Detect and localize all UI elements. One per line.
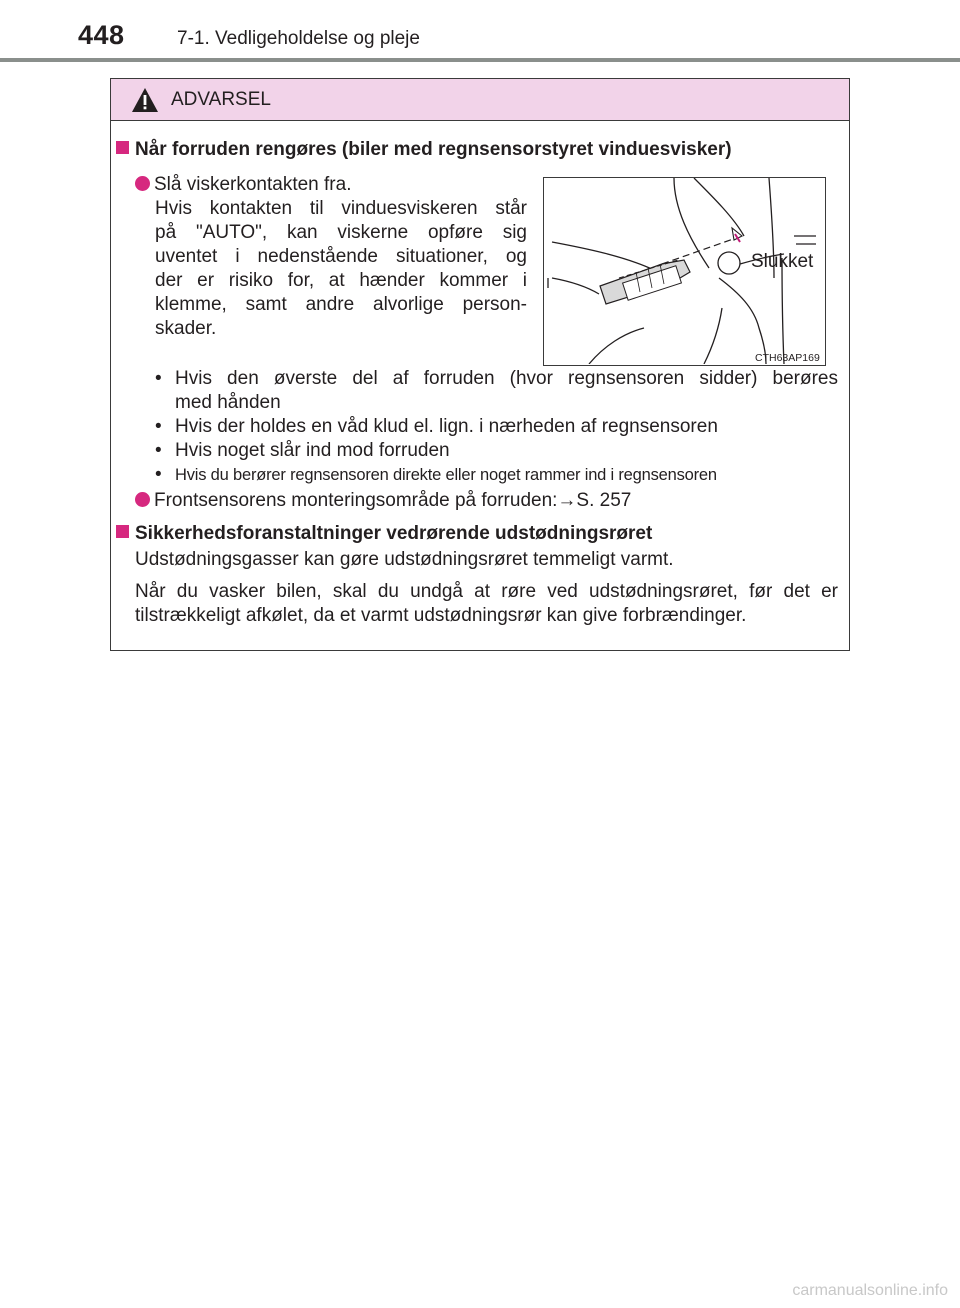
- bullet-mark: •: [155, 416, 162, 437]
- section1-item2: [135, 489, 835, 513]
- bullet-item-1: [155, 367, 838, 415]
- item1-line-7: skader.: [155, 318, 217, 339]
- section2-heading-text: Sikkerhedsforanstaltninger vedrørende udstødningsrøret: [135, 523, 653, 544]
- footer-watermark: carmanualsonline.info: [792, 1282, 948, 1299]
- bullet-3-text: Hvis noget slår ind mod forruden: [175, 440, 450, 461]
- section1-item2-text: Frontsensorens monteringsområde på forruden:→S. 257: [154, 490, 632, 511]
- section1-heading-text: Når forruden rengøres (biler med regnsensorstyret vinduesvisker): [135, 139, 732, 160]
- bullet-mark: •: [155, 440, 162, 461]
- item1-line-2: Hvis kontakten til vinduesviskeren står: [155, 198, 527, 219]
- bullet-mark: •: [155, 464, 162, 485]
- page-number: 448: [78, 20, 125, 50]
- bullet-item-3: [155, 439, 838, 463]
- item1-line-4: uventet i nedenstående situationer, og: [155, 246, 527, 267]
- dot-bullet-icon: [135, 492, 150, 507]
- item1-line-3: på "AUTO", kan viskerne opføre sig: [155, 222, 527, 243]
- item1-line-6: klemme, samt andre alvorlige person-: [155, 294, 527, 315]
- para2-line-2: tilstrækkeligt afkølet, da et varmt udstødningsrør kan give forbrændinger.: [135, 605, 747, 626]
- warning-label: ADVARSEL: [171, 89, 271, 110]
- header-rule: [0, 58, 960, 62]
- item1-line-5: der er risiko for, at hænder kommer i: [155, 270, 527, 291]
- section1-heading: [116, 138, 846, 162]
- bullet-item-2: [155, 415, 838, 439]
- bullet-4-text: Hvis du berører regnsensoren direkte eller noget rammer ind i regnsensoren: [175, 466, 717, 484]
- off-callout-label: Slukket: [751, 251, 814, 272]
- illustration-code: CTH63AP169: [755, 352, 820, 364]
- section2-para2: [135, 580, 838, 628]
- section2-para1: Udstødningsgasser kan gøre udstødningsrøret temmeligt varmt.: [135, 549, 674, 570]
- square-bullet-icon: [116, 141, 129, 154]
- section1-item1: [135, 173, 527, 341]
- warning-triangle-icon: [131, 87, 159, 113]
- bullet-1-line-1: Hvis den øverste del af forruden (hvor regnsensoren sidder) berøres: [175, 368, 838, 389]
- wiper-switch-illustration: [543, 177, 826, 366]
- warning-header: [111, 79, 849, 121]
- para2-line-1: Når du vasker bilen, skal du undgå at røre ved udstødningsrøret, før det er: [135, 581, 838, 602]
- bullet-item-4: [155, 463, 838, 487]
- section-title: 7-1. Vedligeholdelse og pleje: [177, 28, 420, 49]
- square-bullet-icon: [116, 525, 129, 538]
- item1-line-1: Slå viskerkontakten fra.: [154, 174, 352, 195]
- section2-heading: [116, 522, 846, 546]
- dot-bullet-icon: [135, 176, 150, 191]
- bullet-2-text: Hvis der holdes en våd klud el. lign. i nærheden af regnsensoren: [175, 416, 718, 437]
- bullet-mark: •: [155, 368, 162, 389]
- bullet-1-line-2: med hånden: [175, 392, 281, 413]
